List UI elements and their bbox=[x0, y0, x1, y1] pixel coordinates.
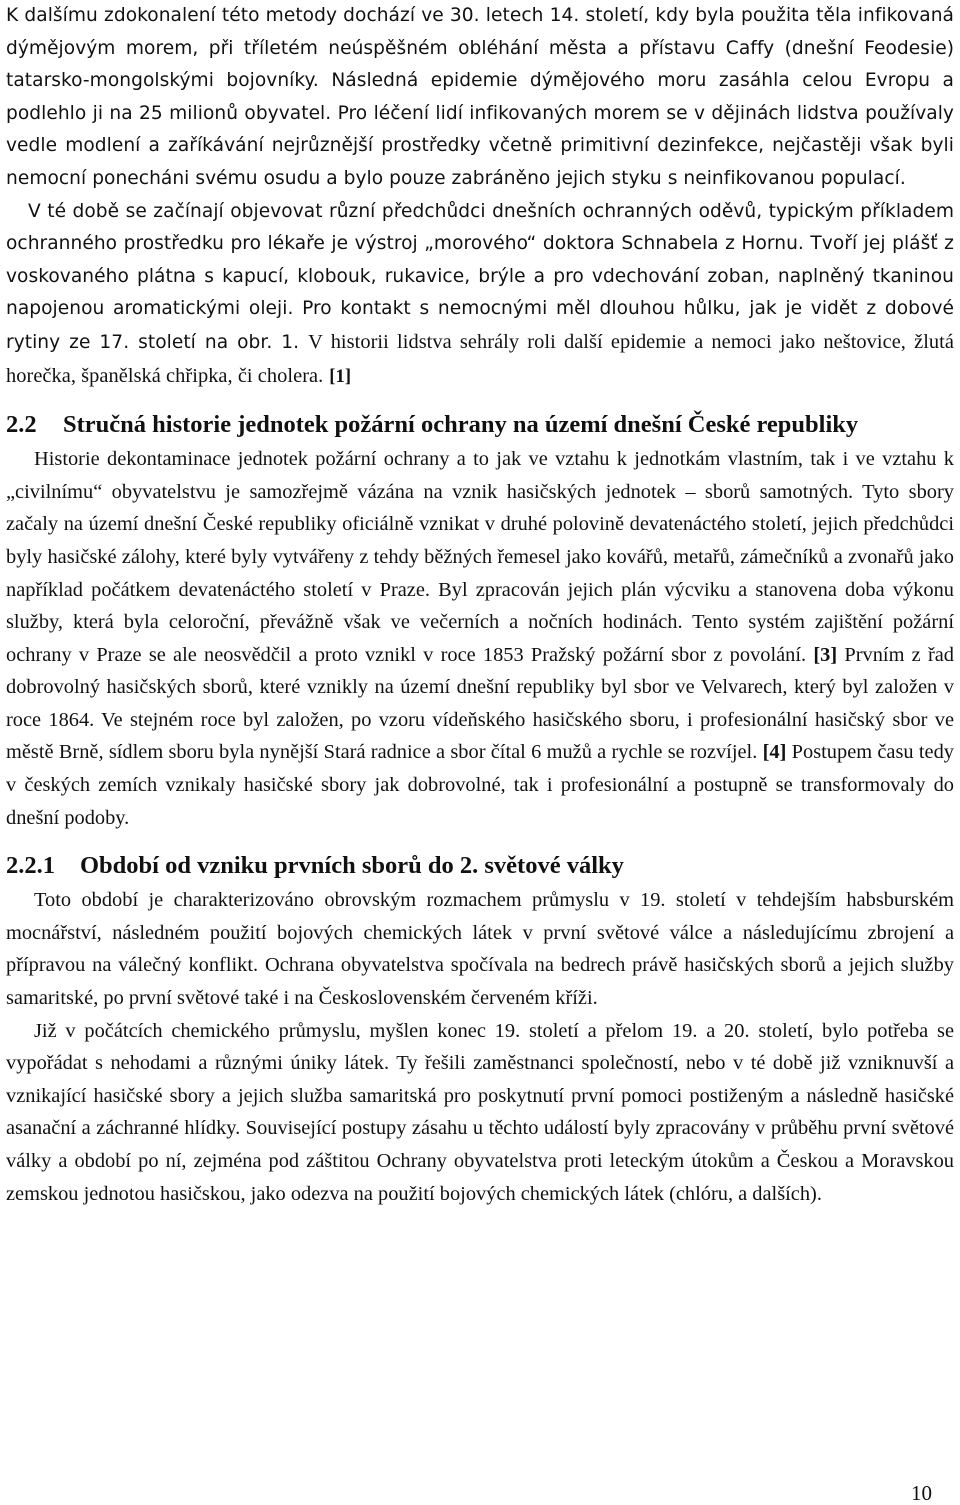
citation-ref: [4] bbox=[762, 741, 787, 764]
paragraph-industrial-period bbox=[6, 884, 954, 1014]
page-number: 10 bbox=[911, 1481, 932, 1505]
section-title: Období od vzniku prvních sborů do 2. světové války bbox=[80, 852, 624, 880]
section-heading-2-2-1 bbox=[6, 848, 954, 884]
paragraph-plague-caffa bbox=[6, 0, 954, 196]
paragraph-fire-brigade-history bbox=[6, 443, 954, 834]
section-number: 2.2.1 bbox=[6, 852, 55, 880]
spacer bbox=[6, 393, 954, 407]
paragraph-text: Postupem času tedy v českých zemích vznikaly hasičské sbory jak dobrovolné, tak i profesionální a postupně se transformovaly do dnešní podoby. bbox=[6, 741, 954, 829]
paragraph-text: V té době se začínají objevovat různí předchůdci dnešních ochranných oděvů, typickým příkladem ochranného prostředku pro lékaře je výstroj „morového“ doktora Schnabela z Hornu. Tvoří jej plášť z voskovaného plátna s kapucí, klobouk, rukavice, brýle a pro vdechování zoban, naplněný tkaninou napojenou aromatickými oleji. Pro kontakt s nemocnými měl dlouhou hůlku, jak je vidět z dobové rytiny ze 17. století na obr. 1. bbox=[6, 200, 954, 353]
section-heading-2-2 bbox=[6, 407, 954, 443]
paragraph-text: K dalšímu zdokonalení této metody dochází ve 30. letech 14. století, kdy byla použita těla infikovaná dýmějovým morem, při tříletém neúspěšném obléhání města a přístavu Caffy (dnešní Feodesie) tatarsko-mongolskými bojovníky. Následná epidemie dýmějového moru zasáhla celou Evropu a podlehlo ji na 25 milionů obyvatel. Pro léčení lidí infikovaných morem se v dějinách lidstva používaly vedle modlení a zaříkávání nejrůznější prostředky včetně primitivní dezinfekce, nejčastěji však byli nemocní ponecháni svému osudu a bylo pouze zabráněno jejich styku s neinfikovanou populací. bbox=[6, 5, 954, 189]
paragraph-protective-clothing bbox=[6, 196, 954, 394]
paragraph-chemical-industry bbox=[6, 1015, 954, 1211]
paragraph-text: V historii lidstva sehrály roli další epidemie a nemoci jako neštovice, žlutá horečka, španělská chřipka, či cholera. bbox=[6, 330, 954, 387]
paragraph-text: Toto období je charakterizováno obrovským rozmachem průmyslu v 19. století v tehdejším habsburském mocnářství, následném použití bojových chemických látek v první světové válce a následujícímu zbrojení a přípravou na válečný konflikt. Ochrana obyvatelstva spočívala na bedrech právě hasičských sborů a jejich služby samaritské, po první světové také i na Československém červeném kříži. bbox=[6, 889, 954, 1010]
section-title: Stručná historie jednotek požární ochrany na území dnešní České republiky bbox=[63, 411, 859, 439]
spacer bbox=[6, 834, 954, 848]
citation-ref: [1] bbox=[329, 365, 352, 387]
paragraph-text: Historie dekontaminace jednotek požární ochrany a to jak ve vztahu k jednotkám vlastním, tak i ve vztahu k „civilnímu“ obyvatelstvu je samozřejmě vázána na vznik hasičských jednotek – sborů samotných. Tyto sbory začaly na území dnešní České republiky oficiálně vznikat v druhé polovině devatenáctého století, jejich předchůdci byly hasičské zálohy, které byly vytvářeny z tehdy běžných řemesel jako kovářů, metařů, zámečníků a zvonařů jako například počátkem devatenáctého století v Praze. Byl zpracován jejich plán výcviku a stanovena doba výkonu služby, která byla celoroční, převážně však ve večerních a nočních hodinách. Tento systém zajištění požární ochrany v Praze se ale neosvědčil a proto vznikl v roce 1853 Pražský požární sbor z povolání. bbox=[6, 448, 954, 666]
paragraph-text: Prvním z řad dobrovolný hasičských sborů, které vznikly na území dnešní republiky byl sbor ve Velvarech, který byl založen v roce 1864. Ve stejném roce byl založen, po vzoru vídeňského hasičského sboru, i profesionální hasičský sbor ve městě Brně, sídlem sboru byla nynější Stará radnice a sbor čítal 6 mužů a rychle se rozvíjel. bbox=[6, 643, 954, 764]
section-number: 2.2 bbox=[6, 411, 37, 439]
citation-ref: [3] bbox=[813, 643, 838, 666]
paragraph-text: Již v počátcích chemického průmyslu, myšlen konec 19. století a přelom 19. a 20. století, bylo potřeba se vypořádat s nehodami a různými úniky látek. Ty řešili zaměstnanci společností, nebo v té době již vzniknuvší a vznikající hasičské sbory a jejich služba samaritská pro poskytnutí první pomoci postiženým a následně hasičské asanační a záchranné hlídky. Související postupy zásahu u těchto událostí byly zpracovány v průběhu první světové války a období po ní, zejména pod záštitou Ochrany obyvatelstva proti leteckým útokům a Českou a Moravskou zemskou jednotou hasičskou, jako odezva na použití bojových chemických látek (chlóru, a dalších). bbox=[6, 1019, 954, 1205]
document-page bbox=[6, 0, 954, 1210]
